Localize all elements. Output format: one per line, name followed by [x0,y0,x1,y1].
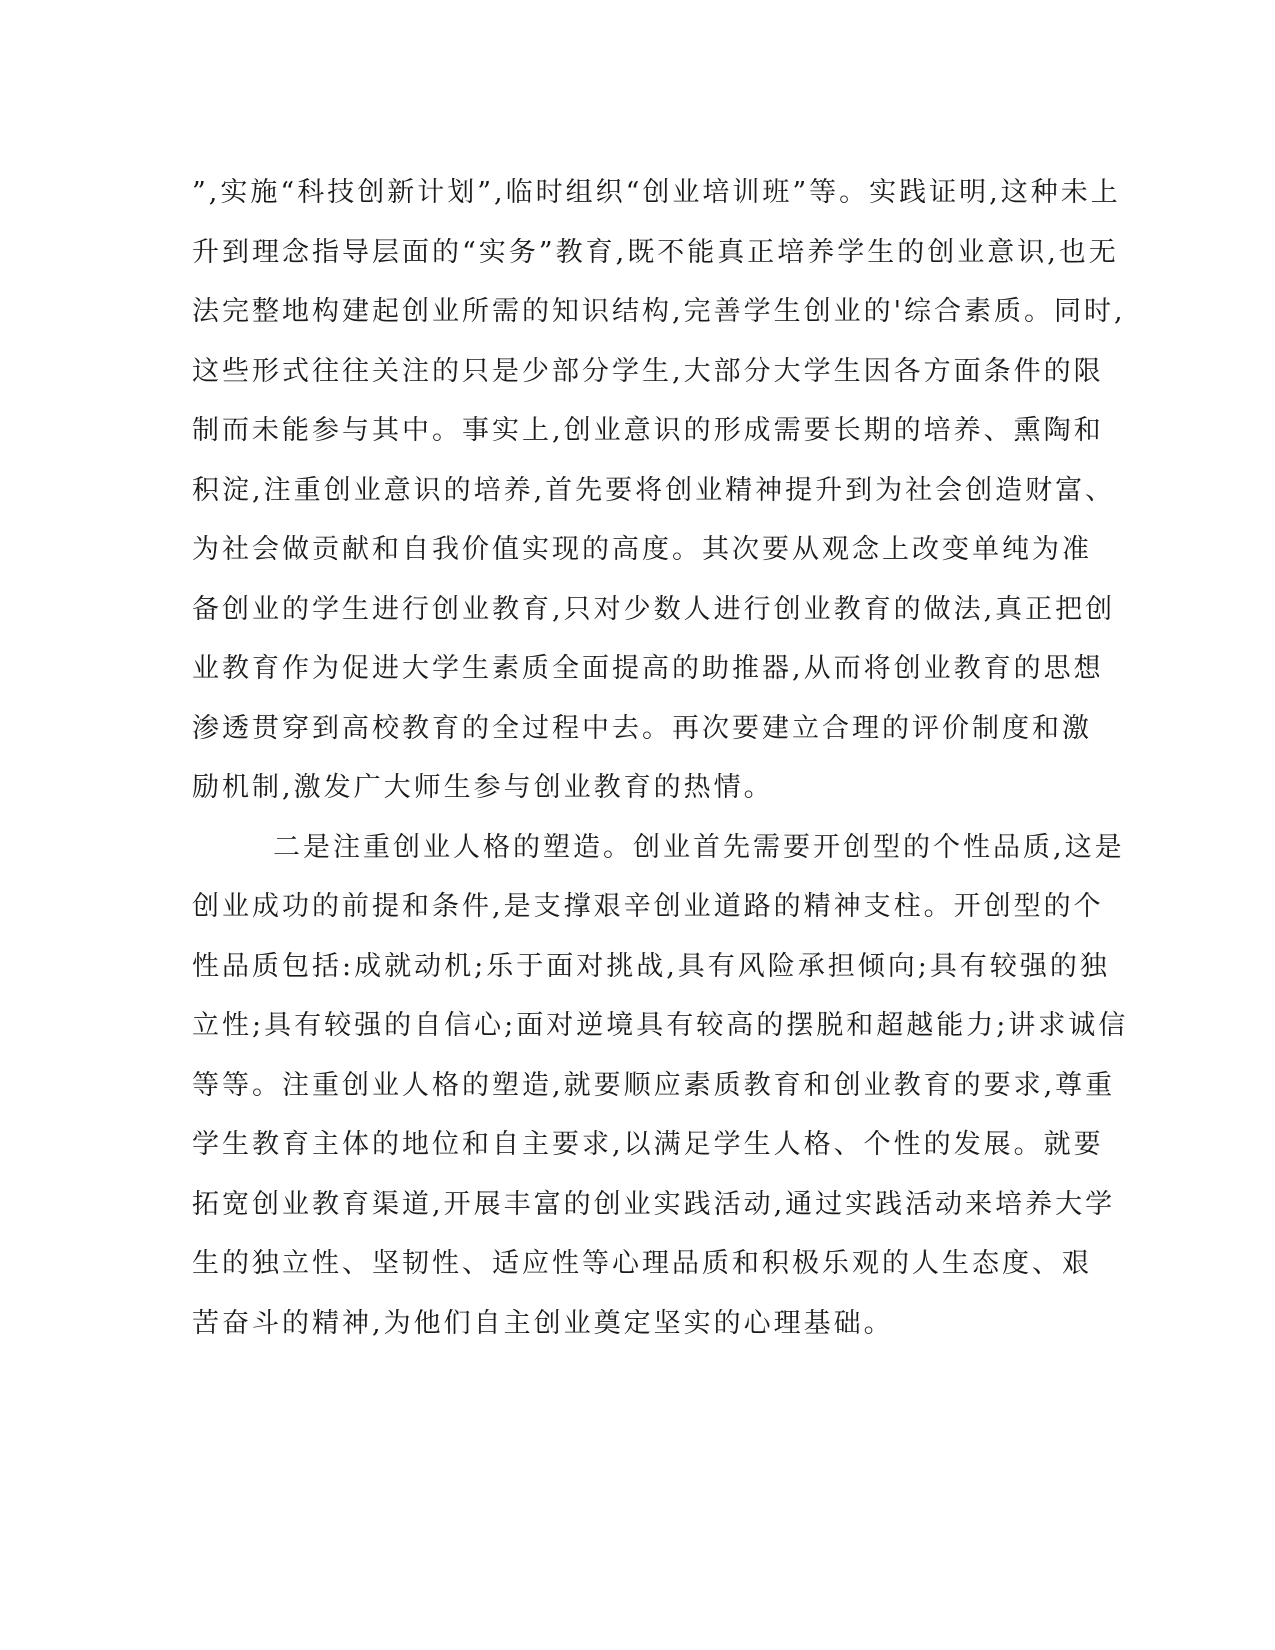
paragraph-creative-awareness [192,163,1126,818]
text-line-indented: 二是注重创业人格的塑造。创业首先需要开创型的个性品质,这是 [273,831,1125,863]
text-line: ”,实施“科技创新计划”,临时组织“创业培训班”等。实践证明,这种未上 [192,177,1121,208]
text-line: 立性;具有较强的自信心;面对逆境具有较高的摆脱和超越能力;讲求诚信 [192,1010,1129,1041]
text-line: 等等。注重创业人格的塑造,就要顺应素质教育和创业教育的要求,尊重 [192,1069,1116,1101]
text-line: 制而未能参与其中。事实上,创业意识的形成需要长期的培养、熏陶和 [192,415,1104,446]
text-line: 渗透贯穿到高校教育的全过程中去。再次要建立合理的评价制度和激 [192,712,1092,744]
text-line: 法完整地构建起创业所需的知识结构,完善学生创业的'综合素质。同时, [192,296,1126,327]
text-line: 这些形式往往关注的只是少部分学生,大部分大学生因各方面条件的限 [192,355,1104,387]
text-line: 苦奋斗的精神,为他们自主创业奠定坚实的心理基础。 [192,1307,894,1339]
document-body [192,163,1129,1353]
text-line: 业教育作为促进大学生素质全面提高的助推器,从而将创业教育的思想 [192,653,1104,684]
text-line: 励机制,激发广大师生参与创业教育的热情。 [192,772,774,803]
text-line: 性品质包括:成就动机;乐于面对挑战,具有风险承担倾向;具有较强的独 [192,950,1110,982]
text-line: 创业成功的前提和条件,是支撑艰辛创业道路的精神支柱。开创型的个 [192,891,1104,922]
text-line: 学生教育主体的地位和自主要求,以满足学生人格、个性的发展。就要 [192,1129,1104,1160]
text-line: 为社会做贡献和自我价值实现的高度。其次要从观念上改变单纯为准 [192,534,1092,565]
text-line: 积淀,注重创业意识的培养,首先要将创业精神提升到为社会创造财富、 [192,474,1116,506]
text-line: 升到理念指导层面的“实务”教育,既不能真正培养学生的创业意识,也无 [192,236,1119,268]
text-line: 生的独立性、坚韧性、适应性等心理品质和积极乐观的人生态度、艰 [192,1248,1092,1279]
text-line: 备创业的学生进行创业教育,只对少数人进行创业教育的做法,真正把创 [192,593,1116,625]
text-line: 拓宽创业教育渠道,开展丰富的创业实践活动,通过实践活动来培养大学 [192,1188,1116,1220]
paragraph-entrepreneurial-personality [192,818,1129,1354]
